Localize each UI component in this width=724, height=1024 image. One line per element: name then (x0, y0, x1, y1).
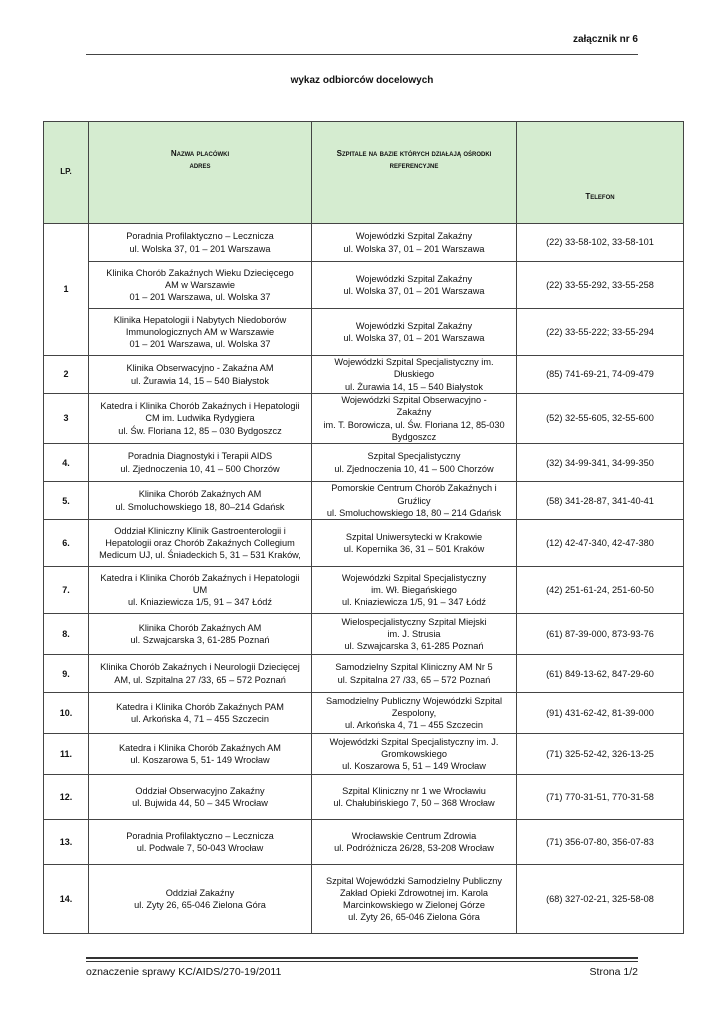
table-row (44, 224, 684, 262)
hospital-cell: Wojewódzki Szpital Zakaźny ul. Wolska 37, 01 – 201 Warszawa (312, 262, 517, 309)
table-row (44, 775, 684, 820)
hospital-cell: Szpital Kliniczny nr 1 we Wrocławiu ul. Chałubińskiego 7, 50 – 368 Wrocław (312, 775, 517, 820)
row-number: 11. (44, 734, 89, 775)
phone-cell: (58) 341-28-87, 341-40-41 (517, 482, 684, 520)
hospital-cell: Samodzielny Szpital Kliniczny AM Nr 5 ul. Szpitalna 27 /33, 65 – 572 Poznań (312, 655, 517, 693)
hospital-cell: Samodzielny Publiczny Wojewódzki Szpital Zespolony, ul. Arkońska 4, 71 – 455 Szczecin (312, 693, 517, 734)
row-number: 4. (44, 444, 89, 482)
page-number: Strona 1/2 (589, 966, 638, 978)
facility-cell: Klinika Chorób Zakaźnych AM ul. Smoluchowskiego 18, 80–214 Gdańsk (89, 482, 312, 520)
facility-cell: Oddział Kliniczny Klinik Gastroenterologii i Hepatologii oraz Chorób Zakaźnych Collegium Medicum UJ, ul. Śniadeckich 5, 31 – 531 Kraków, (89, 520, 312, 567)
hospital-cell: Wrocławskie Centrum Zdrowia ul. Podróżnicza 26/28, 53-208 Wrocław (312, 820, 517, 865)
table-row (44, 394, 684, 444)
table-row (44, 820, 684, 865)
table-row (44, 865, 684, 934)
table-row (44, 444, 684, 482)
case-reference: oznaczenie sprawy KC/AIDS/270-19/2011 (86, 966, 282, 978)
facility-cell: Klinika Chorób Zakaźnych AM ul. Szwajcarska 3, 61-285 Poznań (89, 614, 312, 655)
facility-cell: Katedra i Klinika Chorób Zakaźnych PAM ul. Arkońska 4, 71 – 455 Szczecin (89, 693, 312, 734)
row-number: 6. (44, 520, 89, 567)
hospital-cell: Szpital Uniwersytecki w Krakowie ul. Kopernika 36, 31 – 501 Kraków (312, 520, 517, 567)
header-divider (86, 54, 638, 55)
facility-cell: Poradnia Diagnostyki i Terapii AIDS ul. Zjednoczenia 10, 41 – 500 Chorzów (89, 444, 312, 482)
column-header-lp: LP. (44, 122, 89, 224)
row-number: 3 (44, 394, 89, 444)
column-header-phone: Telefon (517, 122, 684, 224)
hospital-cell: Wojewódzki Szpital Zakaźny ul. Wolska 37, 01 – 201 Warszawa (312, 224, 517, 262)
phone-cell: (71) 356-07-80, 356-07-83 (517, 820, 684, 865)
phone-cell: (52) 32-55-605, 32-55-600 (517, 394, 684, 444)
phone-cell: (61) 87-39-000, 873-93-76 (517, 614, 684, 655)
facility-cell: Oddział Zakaźny ul. Zyty 26, 65-046 Zielona Góra (89, 865, 312, 934)
hospital-cell: Pomorskie Centrum Chorób Zakaźnych i Gruźlicy ul. Smoluchowskiego 18, 80 – 214 Gdańsk (312, 482, 517, 520)
table-row (44, 693, 684, 734)
facility-cell: Klinika Chorób Zakaźnych i Neurologii Dziecięcej AM, ul. Szpitalna 27 /33, 65 – 572 Poznań (89, 655, 312, 693)
phone-cell: (32) 34-99-341, 34-99-350 (517, 444, 684, 482)
row-number: 7. (44, 567, 89, 614)
row-number: 10. (44, 693, 89, 734)
hospital-cell: Wojewódzki Szpital Obserwacyjno - Zakaźny im. T. Borowicza, ul. Św. Floriana 12, 85-030 Bydgoszcz (312, 394, 517, 444)
phone-cell: (61) 849-13-62, 847-29-60 (517, 655, 684, 693)
hospital-cell: Wojewódzki Szpital Specjalistyczny im. J. Gromkowskiego ul. Koszarowa 5, 51 – 149 Wrocław (312, 734, 517, 775)
row-number: 1 (44, 224, 89, 356)
row-number: 12. (44, 775, 89, 820)
table-row (44, 614, 684, 655)
facility-cell: Klinika Obserwacyjno - Zakaźna AM ul. Żurawia 14, 15 – 540 Białystok (89, 356, 312, 394)
phone-cell: (85) 741-69-21, 74-09-479 (517, 356, 684, 394)
row-number: 9. (44, 655, 89, 693)
hospital-cell: Szpital Specjalistyczny ul. Zjednoczenia 10, 41 – 500 Chorzów (312, 444, 517, 482)
table-row (44, 356, 684, 394)
hospital-cell: Wielospecjalistyczny Szpital Miejski im. J. Strusia ul. Szwajcarska 3, 61-285 Poznań (312, 614, 517, 655)
table-row (44, 482, 684, 520)
facility-cell: Klinika Chorób Zakaźnych Wieku Dziecięcego AM w Warszawie 01 – 201 Warszawa, ul. Wolska 37 (89, 262, 312, 309)
row-number: 14. (44, 865, 89, 934)
phone-cell: (71) 325-52-42, 326-13-25 (517, 734, 684, 775)
facility-cell: Oddział Obserwacyjno Zakaźny ul. Bujwida 44, 50 – 345 Wrocław (89, 775, 312, 820)
table-row (44, 309, 684, 356)
phone-cell: (42) 251-61-24, 251-60-50 (517, 567, 684, 614)
recipients-table (43, 121, 684, 934)
table-row (44, 567, 684, 614)
attachment-label: załącznik nr 6 (572, 34, 638, 45)
hospital-cell: Wojewódzki Szpital Zakaźny ul. Wolska 37, 01 – 201 Warszawa (312, 309, 517, 356)
phone-cell: (22) 33-55-222; 33-55-294 (517, 309, 684, 356)
column-header-hospital: Szpitale na bazie których działają ośrodki referencyjne (312, 122, 517, 224)
row-number: 8. (44, 614, 89, 655)
facility-cell: Katedra i Klinika Chorób Zakaźnych i Hepatologii CM im. Ludwika Rydygiera ul. Św. Floriana 12, 85 – 030 Bydgoszcz (89, 394, 312, 444)
table-row (44, 655, 684, 693)
facility-cell: Katedra i Klinika Chorób Zakaźnych i Hepatologii UM ul. Kniaziewicza 1/5, 91 – 347 Łódź (89, 567, 312, 614)
hospital-cell: Wojewódzki Szpital Specjalistyczny im. Dłuskiego ul. Żurawia 14, 15 – 540 Białystok (312, 356, 517, 394)
facility-cell: Poradnia Profilaktyczno – Lecznicza ul. Podwale 7, 50-043 Wrocław (89, 820, 312, 865)
document-title: wykaz odbiorców docelowych (290, 75, 434, 86)
table-row (44, 520, 684, 567)
phone-cell: (12) 42-47-340, 42-47-380 (517, 520, 684, 567)
column-header-name: Nazwa placówki adres (89, 122, 312, 224)
facility-cell: Poradnia Profilaktyczno – Lecznicza ul. Wolska 37, 01 – 201 Warszawa (89, 224, 312, 262)
facility-cell: Klinika Hepatologii i Nabytych Niedoborów Immunologicznych AM w Warszawie 01 – 201 Warszawa, ul. Wolska 37 (89, 309, 312, 356)
footer-divider-thin (86, 961, 638, 962)
hospital-cell: Szpital Wojewódzki Samodzielny Publiczny Zakład Opieki Zdrowotnej im. Karola Marcinkowskiego w Zielonej Górze ul. Zyty 26, 65-046 Zielona Góra (312, 865, 517, 934)
row-number: 13. (44, 820, 89, 865)
table-header-row (44, 122, 684, 224)
phone-cell: (91) 431-62-42, 81-39-000 (517, 693, 684, 734)
row-number: 2 (44, 356, 89, 394)
phone-cell: (22) 33-58-102, 33-58-101 (517, 224, 684, 262)
row-number: 5. (44, 482, 89, 520)
table-row (44, 734, 684, 775)
facility-cell: Katedra i Klinika Chorób Zakaźnych AM ul. Koszarowa 5, 51- 149 Wrocław (89, 734, 312, 775)
phone-cell: (71) 770-31-51, 770-31-58 (517, 775, 684, 820)
footer-divider (86, 957, 638, 959)
phone-cell: (22) 33-55-292, 33-55-258 (517, 262, 684, 309)
hospital-cell: Wojewódzki Szpital Specjalistyczny im. Wł. Biegańskiego ul. Kniaziewicza 1/5, 91 – 347 Łódź (312, 567, 517, 614)
table-row (44, 262, 684, 309)
phone-cell: (68) 327-02-21, 325-58-08 (517, 865, 684, 934)
